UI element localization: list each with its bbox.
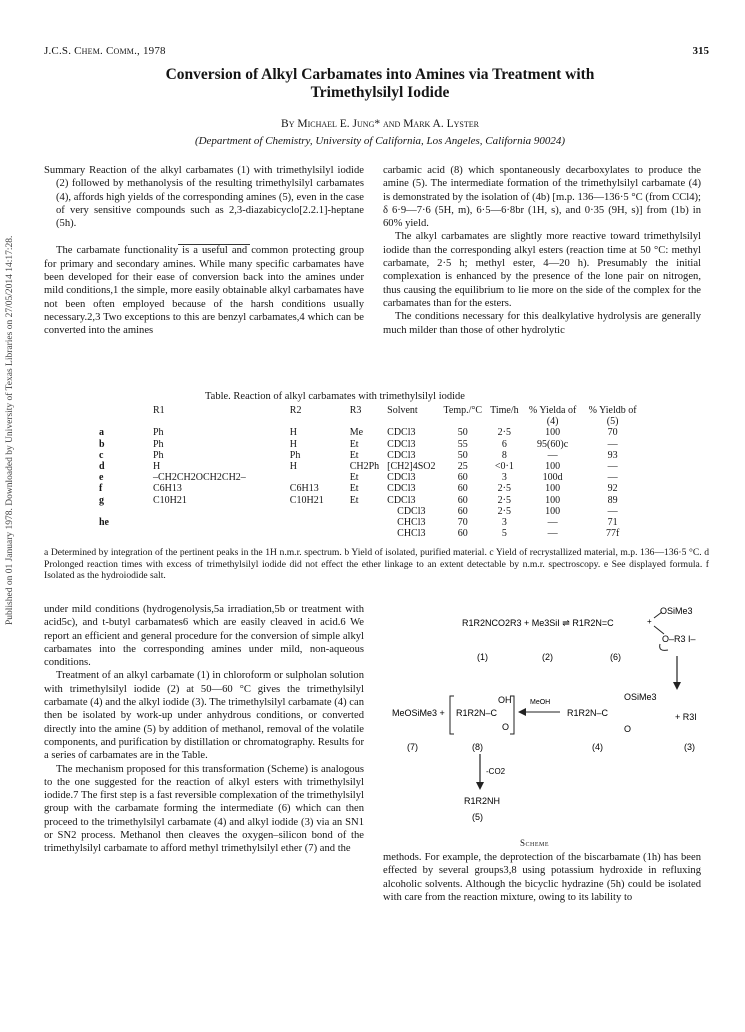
table-cell: 50 [457,427,468,439]
table-cell: CDCl3 [387,472,416,484]
table-cell: H [289,438,298,450]
table-cell: — [547,528,558,540]
table-row [95,439,643,450]
right-paragraph-2: The conditions necessary for this dealkylative hydrolysis are generally much milder than those of other hydrolytic [383,311,701,336]
table-cell: b [99,438,105,450]
table-cell [250,506,328,517]
table-cell: 55 [457,438,468,450]
table-cell: 71 [607,517,618,529]
table-cell: g [99,494,104,506]
journal-header: J.C.S. Chem. Comm., 1978 [44,45,166,57]
scheme-minus-co2: -CO2 [486,767,506,776]
table-cell: Et [349,449,359,461]
table-cell: 60 [457,505,468,517]
table-cell: Ph [289,449,301,461]
table-header-cell: % Yieldb of (5) [588,405,637,428]
arrowhead [476,782,484,790]
arrowhead [673,682,681,690]
table-cell [250,528,328,539]
table-cell: d [99,461,105,473]
table-cell: — [547,517,558,529]
table-cell: c [99,449,104,461]
table-cell: Et [349,438,359,450]
table-header-cell: % Yielda of (4) [528,405,577,428]
table-cell: 3 [501,517,507,529]
table-cell: 3 [501,472,507,484]
table-cell: 25 [457,461,468,473]
right-column-bottom [383,851,701,904]
table-cell: — [607,472,618,484]
table-header-cell: Solvent [387,405,418,416]
table-cell: — [607,505,618,517]
table-cell: C10H21 [153,494,187,506]
table-header-cell: R2 [289,405,302,416]
table-cell: — [607,438,618,450]
table-cell: 70 [607,427,618,439]
table-cell: 60 [457,494,468,506]
table-cell [328,506,383,517]
table-cell: e [99,472,104,484]
table-header-cell: Temp./°C [443,405,483,416]
table-cell: Ph [153,449,164,461]
right-column-top [383,164,701,337]
table-header-cell: R1 [153,405,165,416]
label-4: (4) [592,742,603,752]
table-header-cell [95,405,113,427]
table-row [95,517,643,528]
table-cell: 100 [545,494,561,506]
table-cell: CDCl3 [397,505,426,517]
table-cell: Me [349,427,364,439]
table-cell: 50 [457,449,468,461]
scheme-amine: R1R2NH [464,796,501,806]
reaction-scheme [392,604,722,844]
scheme-meosime3: MeOSiMe3 + [392,708,445,718]
table-cell [113,506,250,517]
table-footnotes: a Determined by integration of the pertinent peaks in the 1H n.m.r. spectrum. b Yield of isolated, purified material. c Yield of recrystallized material, m.p. 136—136·5 °C. d Prolonged reaction times with excess of trimethylsilyl iodide did not effect the ether linkage to an extent detectable by n.m.r. spectroscopy. e See displayed formula. f Isolated as the hydroiodide salt. [44,547,709,582]
scheme-equation-1: R1R2NCO2R3 + Me3SiI ⇌ R1R2N=C [462,618,614,628]
table-row [95,461,643,472]
left-paragraph-2: under mild conditions (hydrogenolysis,5a irradiation,5b or treatment with acid5c), and t-butyl carbamates6 which are easily cleaved in acid.6 We report an efficient and general procedure for the conversion of simple alkyl carbamates into the corresponding amines under mild, non-aqueous conditions. [44,604,364,669]
table-cell: 89 [607,494,618,506]
scheme-osime3-4: OSiMe3 [624,692,657,702]
table-cell: he [99,517,109,529]
table-cell: C10H21 [289,494,324,506]
label-6: (6) [610,652,621,662]
table-cell [95,528,113,539]
table-cell: H [289,461,298,473]
scheme-meoh: MeOH [530,699,551,706]
table-cell: 70 [457,517,468,529]
table-cell: [CH2]4SO2 [387,461,436,473]
bracket-left [450,696,454,734]
table-cell: 8 [501,449,507,461]
table-cell: Ph [153,438,164,450]
table-cell: CHCl3 [397,517,426,529]
table-cell: 60 [457,483,468,495]
intro-paragraph: The carbamate functionality is a useful and common protecting group for primary and secondary amines. While many specific carbamates have been developed for their ease of conversion back into the amines under mild conditions,1 the simple, more easily obtainable alkyl carbamates have not been often employed because of the harsh conditions usually necessary.2,3 Two exceptions to this are benzyl carbamates,4 which can be converted into the amines [44,245,364,337]
table-cell: CDCl3 [387,494,416,506]
table-cell [113,528,250,539]
scheme-carbamic-acid: R1R2N–C [456,708,498,718]
table-cell [328,517,383,528]
table-header-row [95,405,643,427]
table-cell: 100d [542,472,563,484]
table-cell: — [547,449,558,461]
label-2: (2) [542,652,553,662]
table-row [95,427,643,438]
download-stamp: Published on 01 January 1978. Downloaded by University of Texas Libraries on 27/05/2014 14:17:28. [5,235,15,625]
scheme-silyl-carbamate: R1R2N–C [567,708,609,718]
label-3: (3) [684,742,695,752]
authors: By Michael E. Jung* and Mark A. Lyster [281,118,479,130]
table-row [95,528,643,539]
summary-divider [178,244,250,245]
left-paragraph-4: The mechanism proposed for this transformation (Scheme) is analogous to the one suggested for the reaction of alkyl esters with trimethylsilyl iodide.7 The first step is a fast reversible complexation of the trimethylsilyl group with the carbamate forming the intermediate (6) which can then proceed to the trimethylsilyl carbamate (4) and alkyl iodide (3) via an SN1 or SN2 process. Methanol then cleaves the oxygen–silicon bond of the trimethylsilyl carbamate to afford methyl trimethylsilyl ether (7) and the [44,763,364,855]
scheme-plus-charge: + [647,617,652,626]
table-cell: C6H13 [289,483,319,495]
article-title [60,66,700,102]
right-paragraph-1: The alkyl carbamates are slightly more reactive toward trimethylsilyl iodide than the corresponding alkyl esters (reaction time at 50 °C: methyl carbamate, 2·5 h; methyl ester, 4—20 h). Presumably the initial complexation is enhanced by the presence of the lone pair on nitrogen, thus causing the equilibrium to lie more on the side of the complex for the carbamates than for the esters. [383,231,701,309]
table-cell: H [153,461,161,473]
table-row [95,495,643,506]
table-row [95,483,643,494]
table-header-cell: R3 [349,405,362,416]
summary: Summary Reaction of the alkyl carbamates (1) with trimethylsilyl iodide (2) followed by methanolysis of the resulting trimethylsilyl carbamates (4), affords high yields of the corresponding amines (5), even in the case of very sensitive compounds such as 2,3-diazabicyclo[2.2.1]-heptane (5h). [44,165,364,230]
table-cell: <0·1 [494,461,514,473]
table-cell: 77f [605,528,620,540]
table-cell: CDCl3 [387,427,416,439]
table-cell: CDCl3 [387,483,416,495]
scheme-oh: OH [498,695,512,705]
bond-line [654,626,664,634]
table-cell: 100 [545,461,561,473]
table-cell [95,506,113,517]
table-cell: Et [349,483,359,495]
table-caption: Table. Reaction of alkyl carbamates with trimethylsilyl iodide [205,391,465,402]
title-line-1: Conversion of Alkyl Carbamates into Amines via Treatment with [165,66,595,83]
affiliation: (Department of Chemistry, University of California, Los Angeles, California 90024) [194,135,566,147]
table-cell: f [99,483,103,495]
curved-arrow [660,644,668,650]
table-cell: 100 [545,505,561,517]
table-cell [250,517,328,528]
table-cell: 100 [545,483,561,495]
table-cell: 2·5 [497,505,512,517]
table-cell [250,472,328,483]
page-number: 315 [692,45,709,57]
table-cell: CDCl3 [387,449,416,461]
right-paragraph-0: carbamic acid (8) which spontaneously decarboxylates to produce the amine (5). The intermediate formation of the trimethylsilyl carbamate (4) is demonstrated by the isolation of (4b) [m.p. 136—136·5 °C (from CCl4); δ 6·9—7·6 (5H, m), 6·5—6·8br (1H, s), and 0·35 (9H, s)] from (1b) in 60% yield. [383,165,701,230]
table-cell: — [607,461,618,473]
scheme-r3i: + R3I [675,712,697,722]
arrowhead [518,708,526,716]
table-cell: Et [349,472,359,484]
table-cell: CDCl3 [387,438,416,450]
table-cell: –CH2CH2OCH2CH2– [153,472,246,484]
table-cell: 60 [457,472,468,484]
table-row [95,472,643,483]
table-cell: H [289,427,298,439]
table-cell: a [99,427,104,439]
table-cell: 93 [607,449,618,461]
table-cell: 5 [501,528,507,540]
table-row [95,450,643,461]
table-cell: Et [349,494,359,506]
label-1: (1) [477,652,488,662]
right-paragraph-3: methods. For example, the deprotection of the biscarbamate (1h) has been effected by several groups3,8 using potassium hydroxide in refluxing alcoholic solvents. Although the bicyclic hydrazine (5h) could be isolated with care from the reaction mixture, owing to its lability to [383,852,701,903]
table-cell: 6 [501,438,507,450]
table-cell: CHCl3 [397,528,426,540]
table-cell: 95(60)c [537,438,569,450]
table-cell: Ph [153,427,164,439]
table-cell: 100 [545,427,561,439]
left-column-top [44,164,364,338]
left-paragraph-3: Treatment of an alkyl carbamate (1) in chloroform or sulpholan solution with trimethylsilyl iodide (2) at 50—60 °C gives the trimethylsilyl carbamate (4) and the alkyl iodide (3). The trimethylsilyl carbamate (4) can then be isolated by work-up under anhydrous conditions, or converted directly into the amine (5) by addition of methanol, removal of the volatile components, and purification by distillation or chromatography. Results for a series of carbamates are in the Table. [44,670,364,762]
label-8: (8) [472,742,483,752]
results-table [95,405,643,539]
scheme-o-r3-i: O–R3 I– [662,634,696,644]
table-cell: 2·5 [497,427,512,439]
scheme-o: O [502,722,510,732]
table-cell [113,517,250,528]
table-header-cell: Time/h [490,405,519,416]
table-cell: C6H13 [153,483,182,495]
label-7: (7) [407,742,418,752]
table-row [95,506,643,517]
table-cell: 2·5 [497,494,512,506]
table-cell: 60 [457,528,468,540]
table-cell: CH2Ph [349,461,380,473]
scheme-o-4: O [624,724,632,734]
left-column-bottom [44,603,364,856]
scheme-osime3-top: OSiMe3 [660,606,693,616]
table-cell: 2·5 [497,483,512,495]
label-5: (5) [472,812,483,822]
title-line-2: Trimethylsilyl Iodide [310,84,450,101]
table-cell [328,528,383,539]
scheme-caption: Scheme [520,838,550,848]
table-cell: 92 [607,483,618,495]
